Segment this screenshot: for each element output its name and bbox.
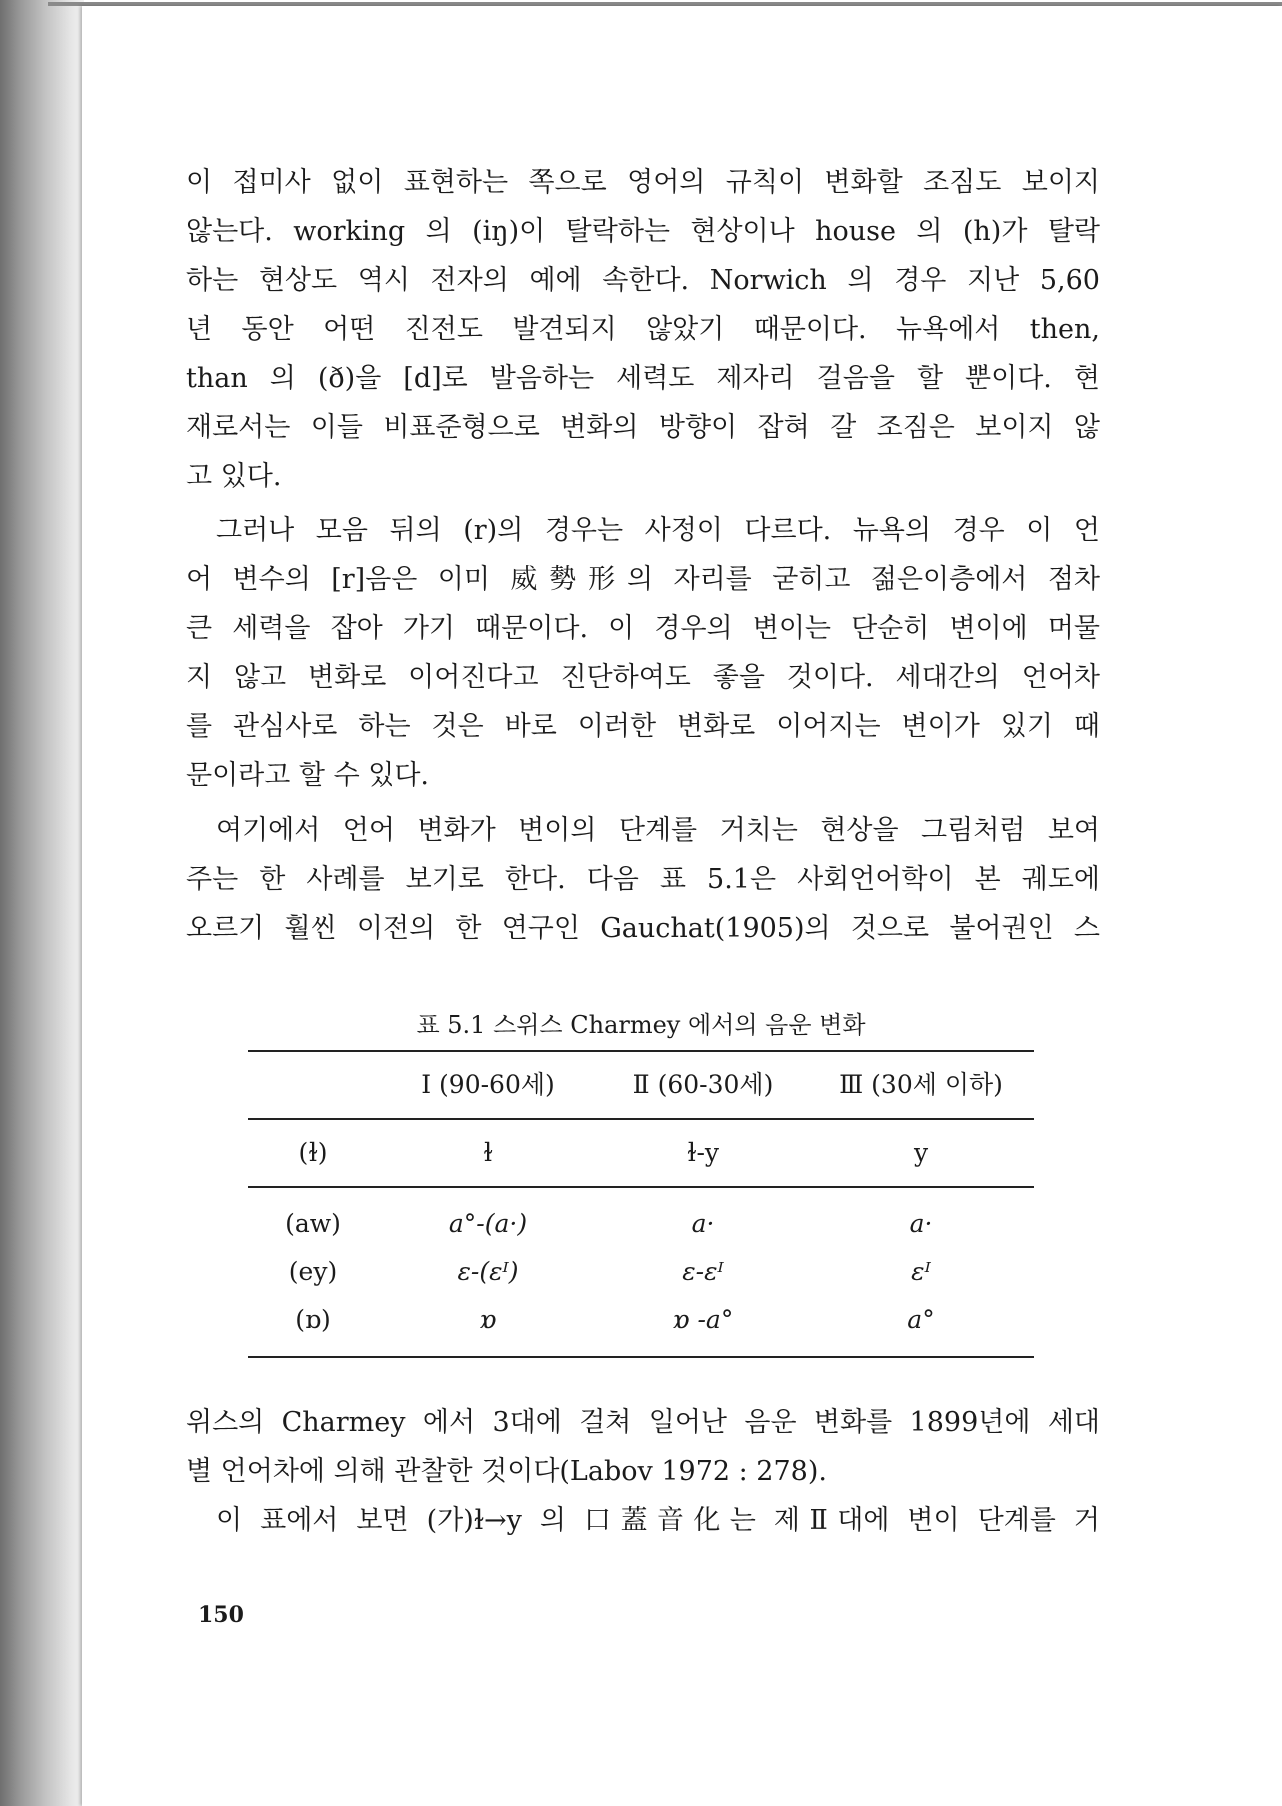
text-line: 여기에서 언어 변화가 변이의 단계를 거치는 현상을 그림처럼 보여 — [216, 815, 1100, 846]
text-line: 재로서는 이들 비표준형으로 변화의 방향이 잡혀 갈 조짐은 보이지 않 — [186, 412, 1100, 443]
text-line: 위스의 Charmey 에서 3대에 걸쳐 일어난 음운 변화를 1899년에 세대 — [186, 1407, 1100, 1438]
table-cell: ɒ — [479, 1305, 497, 1334]
paragraph-1 — [186, 158, 1100, 501]
table-cell: a° — [907, 1305, 935, 1334]
text-line: 어 변수의 [r]음은 이미 威勢形의 자리를 굳히고 젊은이층에서 점차 — [186, 564, 1100, 595]
table-header-cell: Ⅱ (60-30세) — [632, 1070, 774, 1099]
table-header-cell — [248, 1052, 378, 1118]
table-cell: ɒ -a° — [672, 1305, 734, 1334]
text-line: 년 동안 어떤 진전도 발견되지 않았기 때문이다. 뉴욕에서 then, — [186, 314, 1100, 345]
table-header-row — [248, 1052, 1034, 1118]
text-line: 그러나 모음 뒤의 (r)의 경우는 사정이 다르다. 뉴욕의 경우 이 언 — [216, 515, 1100, 546]
table-row — [248, 1120, 1034, 1186]
table-row — [248, 1200, 1034, 1248]
table-caption: 표 5.1 스위스 Charmey 에서의 음운 변화 — [416, 1011, 866, 1039]
text-line: 이 표에서 보면 (가)ɫ→y 의 口蓋音化는 제Ⅱ대에 변이 단계를 거 — [216, 1505, 1100, 1536]
table-cell: a°-(a·) — [448, 1209, 528, 1238]
table-spacer — [248, 1188, 1034, 1200]
text-line: 지 않고 변화로 이어진다고 진단하여도 좋을 것이다. 세대간의 언어차 — [186, 662, 1100, 693]
text-line: 고 있다. — [186, 461, 282, 492]
text-line: 않는다. working 의 (iŋ)이 탈락하는 현상이나 house 의 (h)가 탈락 — [186, 216, 1100, 247]
table-spacer — [248, 1344, 1034, 1356]
text-line: 별 언어차에 의해 관찰한 것이다(Labov 1972 : 278). — [186, 1456, 827, 1487]
table-cell: y — [913, 1138, 929, 1167]
table-rule-bottom — [248, 1356, 1034, 1358]
table-cell: ɫ — [483, 1138, 493, 1167]
text-line: 이 접미사 없이 표현하는 쪽으로 영어의 규칙이 변화할 조짐도 보이지 — [186, 167, 1100, 198]
table-cell: a· — [909, 1209, 933, 1238]
text-line: than 의 (ð)을 [d]로 발음하는 세력도 제자리 걸음을 할 뿐이다. 현 — [186, 363, 1100, 394]
text-line: 주는 한 사례를 보기로 한다. 다음 표 5.1은 사회언어학이 본 궤도에 — [186, 864, 1100, 895]
table-cell: ε-(εᴵ) — [457, 1257, 519, 1286]
text-line: 큰 세력을 잡아 가기 때문이다. 이 경우의 변이는 단순히 변이에 머물 — [186, 613, 1100, 644]
table-cell: a· — [691, 1209, 715, 1238]
text-line: 하는 현상도 역시 전자의 예에 속한다. Norwich 의 경우 지난 5,60 — [186, 265, 1100, 296]
table-cell: ɫ-y — [686, 1138, 720, 1167]
book-spine-edge — [0, 0, 84, 1806]
paragraph-2 — [186, 506, 1100, 800]
table-cell: (ɒ) — [295, 1305, 331, 1334]
table-cell: εᴵ — [911, 1257, 931, 1286]
table-cell: ε-εᴵ — [682, 1257, 724, 1286]
table-row — [248, 1248, 1034, 1296]
sound-change-table — [248, 1050, 1034, 1358]
table-row — [248, 1296, 1034, 1344]
table-cell: (ey) — [288, 1257, 338, 1286]
table-header-cell: Ⅰ (90-60세) — [421, 1070, 555, 1099]
paragraph-3 — [186, 806, 1100, 953]
table-cell: (aw) — [285, 1209, 341, 1238]
paragraph-4 — [186, 1398, 1100, 1545]
text-line: 를 관심사로 하는 것은 바로 이러한 변화로 이어지는 변이가 있기 때 — [186, 711, 1100, 742]
table-header-cell: Ⅲ (30세 이하) — [839, 1070, 1003, 1099]
page-number: 150 — [198, 1602, 244, 1628]
text-line: 문이라고 할 수 있다. — [186, 760, 429, 791]
text-line: 오르기 훨씬 이전의 한 연구인 Gauchat(1905)의 것으로 불어권인 스 — [186, 913, 1100, 944]
table-cell: (ɫ) — [298, 1138, 328, 1167]
